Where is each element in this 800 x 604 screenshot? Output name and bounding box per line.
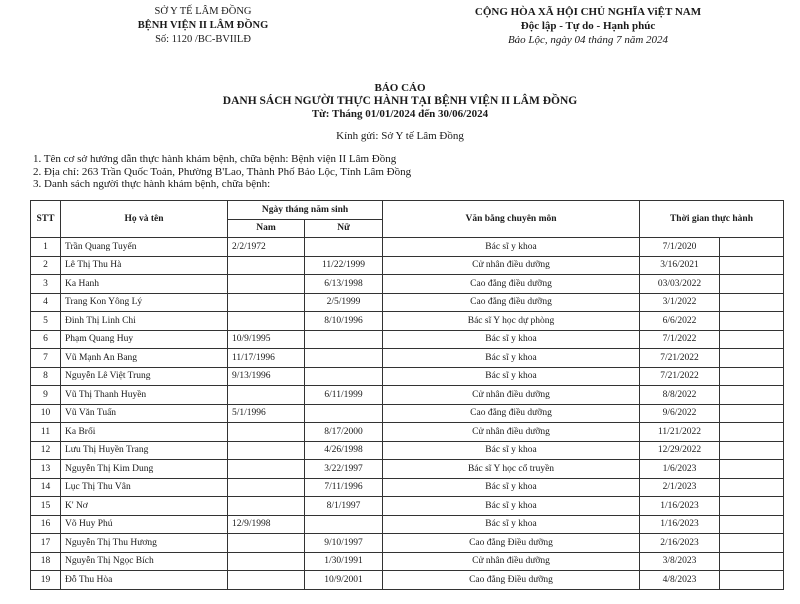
cell-name: K' Nơ	[61, 497, 228, 516]
cell-practice-time: 7/1/2022	[640, 330, 720, 349]
table-row	[31, 478, 784, 497]
cell-name: Ka Hanh	[61, 275, 228, 294]
cell-name: Lục Thị Thu Vân	[61, 478, 228, 497]
cell-practice-time: 03/03/2022	[640, 275, 720, 294]
table-row	[31, 460, 784, 479]
cell-empty	[720, 349, 784, 368]
cell-dob-male	[228, 423, 305, 442]
cell-dob-female: 6/13/1998	[305, 275, 383, 294]
cell-dob-female: 9/10/1997	[305, 534, 383, 553]
cell-practice-time: 3/1/2022	[640, 293, 720, 312]
cell-practice-time: 2/16/2023	[640, 534, 720, 553]
cell-practice-time: 3/16/2021	[640, 256, 720, 275]
table-row	[31, 386, 784, 405]
cell-practice-time: 9/6/2022	[640, 404, 720, 423]
cell-degree: Bác sĩ y khoa	[383, 349, 640, 368]
cell-degree: Cao đẳng điều dưỡng	[383, 404, 640, 423]
cell-name: Vũ Thị Thanh Huyền	[61, 386, 228, 405]
cell-empty	[720, 238, 784, 257]
cell-dob-male	[228, 571, 305, 590]
cell-dob-female: 2/5/1999	[305, 293, 383, 312]
table-row	[31, 423, 784, 442]
cell-dob-male	[228, 293, 305, 312]
title-line-3: Từ: Tháng 01/01/2024 đến 30/06/2024	[311, 108, 489, 120]
cell-practice-time: 12/29/2022	[640, 441, 720, 460]
nation-name: CỘNG HÒA XÃ HỘI CHỦ NGHĨA ViỆT NAM	[474, 6, 702, 18]
cell-stt: 7	[31, 349, 61, 368]
cell-empty	[720, 423, 784, 442]
cell-dob-female: 7/11/1996	[305, 478, 383, 497]
cell-empty	[720, 552, 784, 571]
table-row	[31, 275, 784, 294]
cell-name: Trần Quang Tuyến	[61, 238, 228, 257]
cell-dob-female	[305, 367, 383, 386]
cell-degree: Cử nhân điều dưỡng	[383, 256, 640, 275]
cell-degree: Bác sĩ Y học dự phòng	[383, 312, 640, 331]
cell-dob-male	[228, 441, 305, 460]
cell-dob-male	[228, 386, 305, 405]
table-row	[31, 256, 784, 275]
cell-name: Trang Kon Yông Lý	[61, 293, 228, 312]
cell-dob-female	[305, 330, 383, 349]
cell-dob-male	[228, 478, 305, 497]
cell-practice-time: 1/16/2023	[640, 515, 720, 534]
document-date: Bảo Lộc, ngày 04 tháng 7 năm 2024	[507, 34, 669, 46]
cell-degree: Bác sĩ y khoa	[383, 497, 640, 516]
header-degree: Văn bằng chuyên môn	[383, 201, 640, 238]
cell-dob-male: 9/13/1996	[228, 367, 305, 386]
cell-empty	[720, 256, 784, 275]
table-row	[31, 552, 784, 571]
header-left	[98, 5, 308, 47]
cell-degree: Bác sĩ y khoa	[383, 515, 640, 534]
cell-name: Vũ Văn Tuấn	[61, 404, 228, 423]
cell-degree: Cử nhân điều dưỡng	[383, 552, 640, 571]
table-row	[31, 367, 784, 386]
table-row	[31, 497, 784, 516]
cell-dob-male	[228, 275, 305, 294]
cell-practice-time: 6/6/2022	[640, 312, 720, 331]
cell-name: Phạm Quang Huy	[61, 330, 228, 349]
header-practice-time: Thời gian thực hành	[640, 201, 784, 238]
cell-dob-female	[305, 349, 383, 368]
header-male: Nam	[228, 219, 305, 238]
cell-empty	[720, 515, 784, 534]
cell-name: Nguyễn Thị Thu Hương	[61, 534, 228, 553]
cell-empty	[720, 330, 784, 349]
cell-practice-time: 4/8/2023	[640, 571, 720, 590]
table-row	[31, 330, 784, 349]
info-section	[33, 153, 411, 191]
cell-stt: 13	[31, 460, 61, 479]
cell-degree: Bác sĩ y khoa	[383, 330, 640, 349]
cell-name: Đỗ Thu Hòa	[61, 571, 228, 590]
cell-practice-time: 7/21/2022	[640, 367, 720, 386]
cell-empty	[720, 460, 784, 479]
cell-stt: 8	[31, 367, 61, 386]
cell-stt: 15	[31, 497, 61, 516]
cell-stt: 11	[31, 423, 61, 442]
cell-name: Võ Huy Phú	[61, 515, 228, 534]
info-line-3: 3. Danh sách người thực hành khám bệnh, chữa bệnh:	[33, 178, 271, 190]
cell-stt: 4	[31, 293, 61, 312]
cell-dob-female: 6/11/1999	[305, 386, 383, 405]
cell-dob-male	[228, 256, 305, 275]
cell-dob-female: 11/22/1999	[305, 256, 383, 275]
title-line-1: BÁO CÁO	[374, 82, 426, 94]
header-name: Họ và tên	[61, 201, 228, 238]
cell-name: Nguyễn Lê Việt Trung	[61, 367, 228, 386]
cell-degree: Cao đẳng Điều dưỡng	[383, 534, 640, 553]
cell-dob-female: 8/17/2000	[305, 423, 383, 442]
table-row	[31, 534, 784, 553]
cell-empty	[720, 293, 784, 312]
cell-practice-time: 2/1/2023	[640, 478, 720, 497]
cell-name: Đinh Thị Linh Chi	[61, 312, 228, 331]
cell-empty	[720, 571, 784, 590]
cell-stt: 9	[31, 386, 61, 405]
cell-dob-female: 1/30/1991	[305, 552, 383, 571]
cell-dob-male	[228, 497, 305, 516]
cell-name: Lưu Thị Huyền Trang	[61, 441, 228, 460]
cell-stt: 12	[31, 441, 61, 460]
cell-empty	[720, 441, 784, 460]
cell-dob-female	[305, 515, 383, 534]
hospital-name: BỆNH VIỆN II LÂM ĐỒNG	[137, 20, 269, 31]
cell-degree: Cao đẳng điều dưỡng	[383, 275, 640, 294]
cell-practice-time: 7/21/2022	[640, 349, 720, 368]
recipient: Kính gửi: Sở Y tế Lâm Đồng	[336, 130, 464, 142]
cell-empty	[720, 367, 784, 386]
national-motto: Độc lập - Tự do - Hạnh phúc	[520, 20, 656, 32]
table-row	[31, 238, 784, 257]
cell-dob-male: 2/2/1972	[228, 238, 305, 257]
table-row	[31, 293, 784, 312]
cell-dob-female: 10/9/2001	[305, 571, 383, 590]
cell-stt: 2	[31, 256, 61, 275]
header-dob: Ngày tháng năm sinh	[228, 201, 383, 220]
cell-empty	[720, 275, 784, 294]
table-row	[31, 515, 784, 534]
report-title	[0, 82, 800, 121]
cell-degree: Bác sĩ y khoa	[383, 441, 640, 460]
cell-dob-female	[305, 238, 383, 257]
document-number: Số: 1120 /BC-BVIILĐ	[155, 34, 251, 45]
header-stt: STT	[31, 201, 61, 238]
cell-dob-male: 11/17/1996	[228, 349, 305, 368]
cell-name: Ka Brối	[61, 423, 228, 442]
cell-degree: Bác sĩ y khoa	[383, 238, 640, 257]
cell-practice-time: 1/16/2023	[640, 497, 720, 516]
cell-degree: Bác sĩ Y học cổ truyền	[383, 460, 640, 479]
cell-dob-female	[305, 404, 383, 423]
cell-practice-time: 1/6/2023	[640, 460, 720, 479]
cell-dob-female: 8/10/1996	[305, 312, 383, 331]
cell-degree: Cử nhân điều dưỡng	[383, 423, 640, 442]
cell-empty	[720, 404, 784, 423]
table-row	[31, 312, 784, 331]
cell-dob-female: 4/26/1998	[305, 441, 383, 460]
cell-stt: 5	[31, 312, 61, 331]
cell-degree: Bác sĩ y khoa	[383, 367, 640, 386]
cell-stt: 1	[31, 238, 61, 257]
title-line-2: DANH SÁCH NGƯỜI THỰC HÀNH TẠI BỆNH VIỆN II LÂM ĐỒNG	[222, 95, 578, 107]
info-line-2: 2. Địa chỉ: 263 Trần Quốc Toản, Phường B'Lao, Thành Phố Bảo Lộc, Tỉnh Lâm Đồng	[33, 165, 412, 178]
cell-name: Lê Thị Thu Hà	[61, 256, 228, 275]
cell-dob-female: 8/1/1997	[305, 497, 383, 516]
cell-dob-male: 12/9/1998	[228, 515, 305, 534]
cell-stt: 18	[31, 552, 61, 571]
practitioner-table	[30, 200, 784, 590]
table-row	[31, 441, 784, 460]
cell-practice-time: 11/21/2022	[640, 423, 720, 442]
cell-empty	[720, 478, 784, 497]
cell-dob-male: 5/1/1996	[228, 404, 305, 423]
cell-degree: Cao đẳng điều dưỡng	[383, 293, 640, 312]
cell-dob-male	[228, 552, 305, 571]
cell-practice-time: 7/1/2020	[640, 238, 720, 257]
cell-stt: 14	[31, 478, 61, 497]
cell-empty	[720, 534, 784, 553]
cell-empty	[720, 386, 784, 405]
cell-dob-male	[228, 460, 305, 479]
cell-stt: 17	[31, 534, 61, 553]
table-row	[31, 404, 784, 423]
cell-dob-male	[228, 534, 305, 553]
cell-stt: 19	[31, 571, 61, 590]
agency-name: SỞ Y TẾ LÂM ĐỒNG	[154, 6, 252, 17]
cell-name: Nguyễn Thị Ngọc Bích	[61, 552, 228, 571]
cell-practice-time: 8/8/2022	[640, 386, 720, 405]
table-row	[31, 349, 784, 368]
header-right	[418, 5, 758, 47]
cell-practice-time: 3/8/2023	[640, 552, 720, 571]
cell-dob-female: 3/22/1997	[305, 460, 383, 479]
cell-stt: 10	[31, 404, 61, 423]
cell-degree: Cử nhân điều dưỡng	[383, 386, 640, 405]
cell-degree: Cao đẳng Điều dưỡng	[383, 571, 640, 590]
info-line-1: 1. Tên cơ sở hướng dẫn thực hành khám bệnh, chữa bệnh: Bệnh viện II Lâm Đồng	[33, 153, 397, 165]
cell-dob-male	[228, 312, 305, 331]
cell-name: Vũ Mạnh An Bang	[61, 349, 228, 368]
cell-dob-male: 10/9/1995	[228, 330, 305, 349]
cell-stt: 6	[31, 330, 61, 349]
header-female: Nữ	[305, 219, 383, 238]
cell-degree: Bác sĩ y khoa	[383, 478, 640, 497]
cell-empty	[720, 497, 784, 516]
table-row	[31, 571, 784, 590]
cell-stt: 3	[31, 275, 61, 294]
cell-name: Nguyễn Thị Kim Dung	[61, 460, 228, 479]
cell-empty	[720, 312, 784, 331]
cell-stt: 16	[31, 515, 61, 534]
